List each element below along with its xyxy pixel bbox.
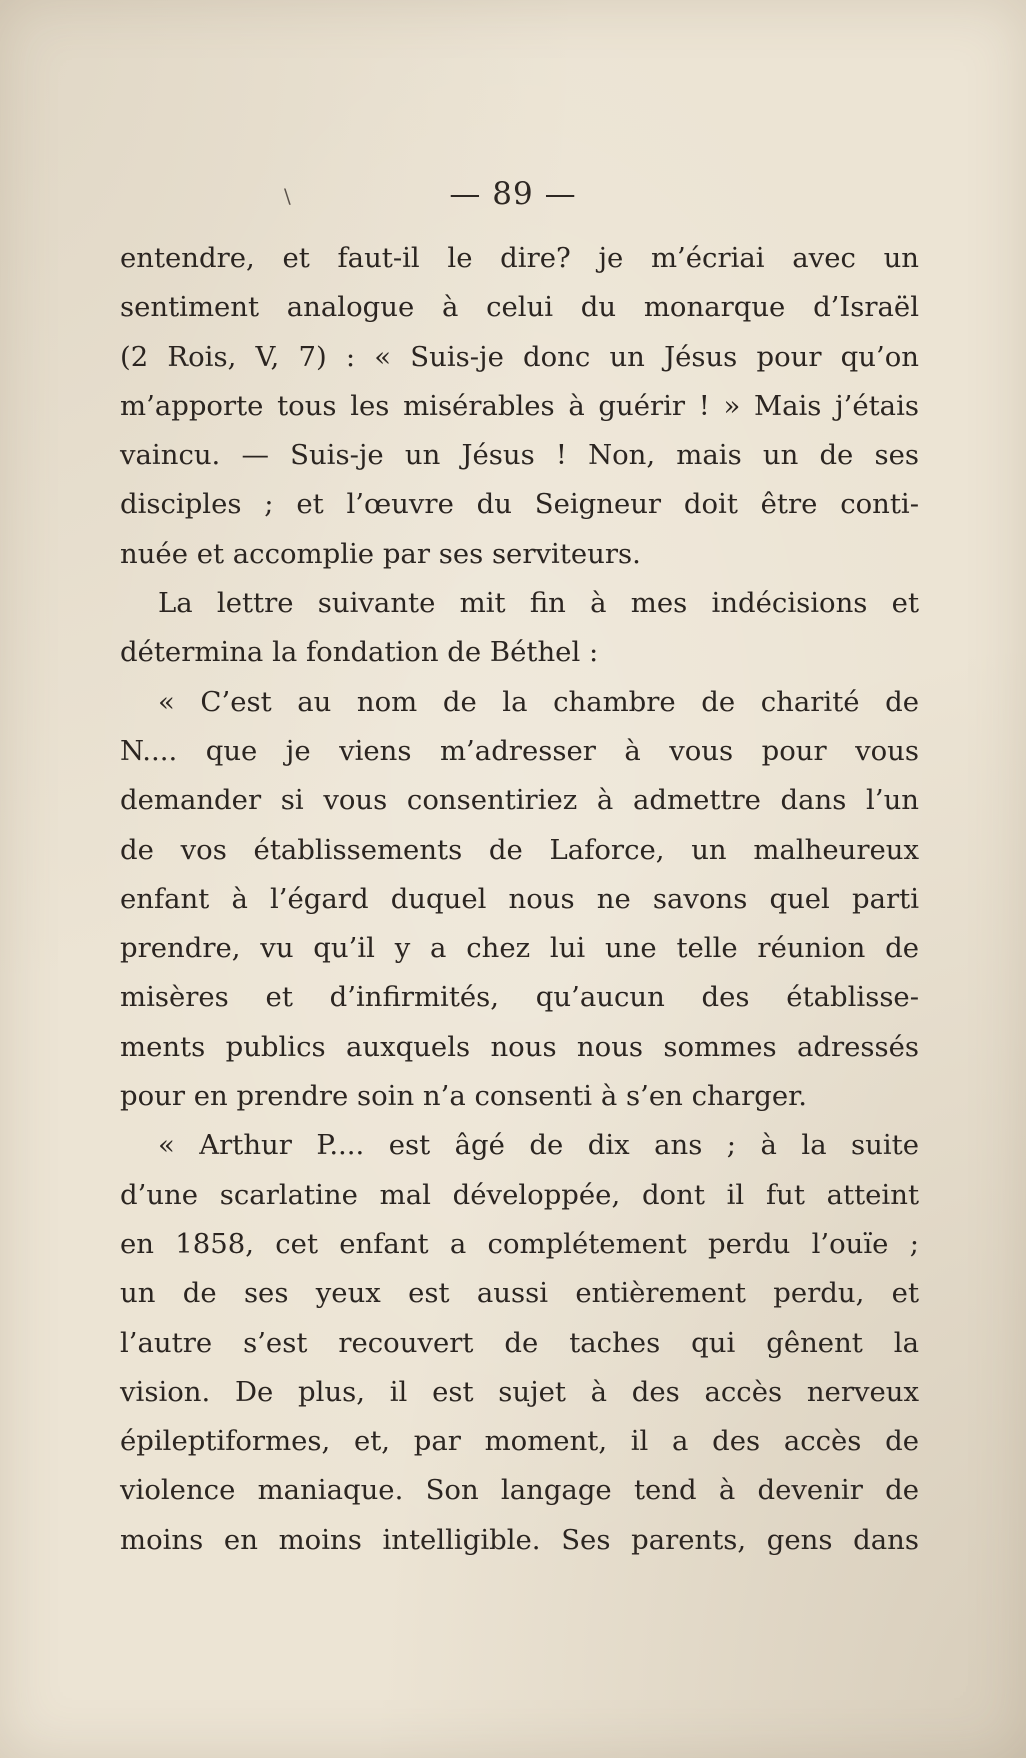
text-line: pour en prendre soin n’a consenti à s’en charger. [120,1080,807,1113]
text-line: « C’est au nom de la chambre de charité de [158,685,919,718]
text-line: N.... que je viens m’adresser à vous pour vous [120,734,919,767]
body-text [120,234,919,1565]
text-line: « Arthur P.... est âgé de dix ans ; à la suite [158,1129,919,1162]
text-line: épileptiformes, et, par moment, il a des accès de [120,1425,919,1458]
text-line: violence maniaque. Son langage tend à devenir de [120,1474,919,1507]
text-line: prendre, vu qu’il y a chez lui une telle réunion de [120,932,919,965]
text-line: en 1858, cet enfant a complétement perdu l’ouïe ; [120,1227,919,1260]
text-line: demander si vous consentiriez à admettre dans l’un [120,784,919,817]
text-line: La lettre suivante mit fin à mes indécisions et [158,587,919,620]
text-line: vaincu. — Suis-je un Jésus ! Non, mais un de ses [120,439,919,472]
text-line: sentiment analogue à celui du monarque d’Israël [120,291,919,324]
text-line: disciples ; et l’œuvre du Seigneur doit être conti- [120,488,919,521]
ink-tick-mark: \ [284,184,292,208]
text-line: entendre, et faut-il le dire? je m’écriai avec un [120,242,919,274]
text-line: misères et d’infirmités, qu’aucun des établisse- [120,981,919,1014]
text-line: détermina la fondation de Béthel : [120,636,599,669]
text-line: moins en moins intelligible. Ses parents, gens dans [120,1523,919,1556]
page-number-header [0,176,1026,212]
text-line: vision. De plus, il est sujet à des accès nerveux [120,1375,919,1408]
text-line: ments publics auxquels nous nous sommes adressés [120,1030,919,1063]
text-line: l’autre s’est recouvert de taches qui gênent la [120,1326,919,1359]
text-line: nuée et accomplie par ses serviteurs. [120,537,641,570]
text-line: d’une scarlatine mal développée, dont il fut atteint [120,1178,919,1211]
page-number: — 89 — [449,176,577,212]
text-line: enfant à l’égard duquel nous ne savons quel parti [120,882,919,915]
text-line: de vos établissements de Laforce, un malheureux [120,833,919,866]
text-line: (2 Rois, V, 7) : « Suis-je donc un Jésus pour qu’on [120,340,919,373]
text-line: un de ses yeux est aussi entièrement perdu, et [120,1277,919,1310]
text-line: m’apporte tous les misérables à guérir ! » Mais j’étais [120,389,919,422]
